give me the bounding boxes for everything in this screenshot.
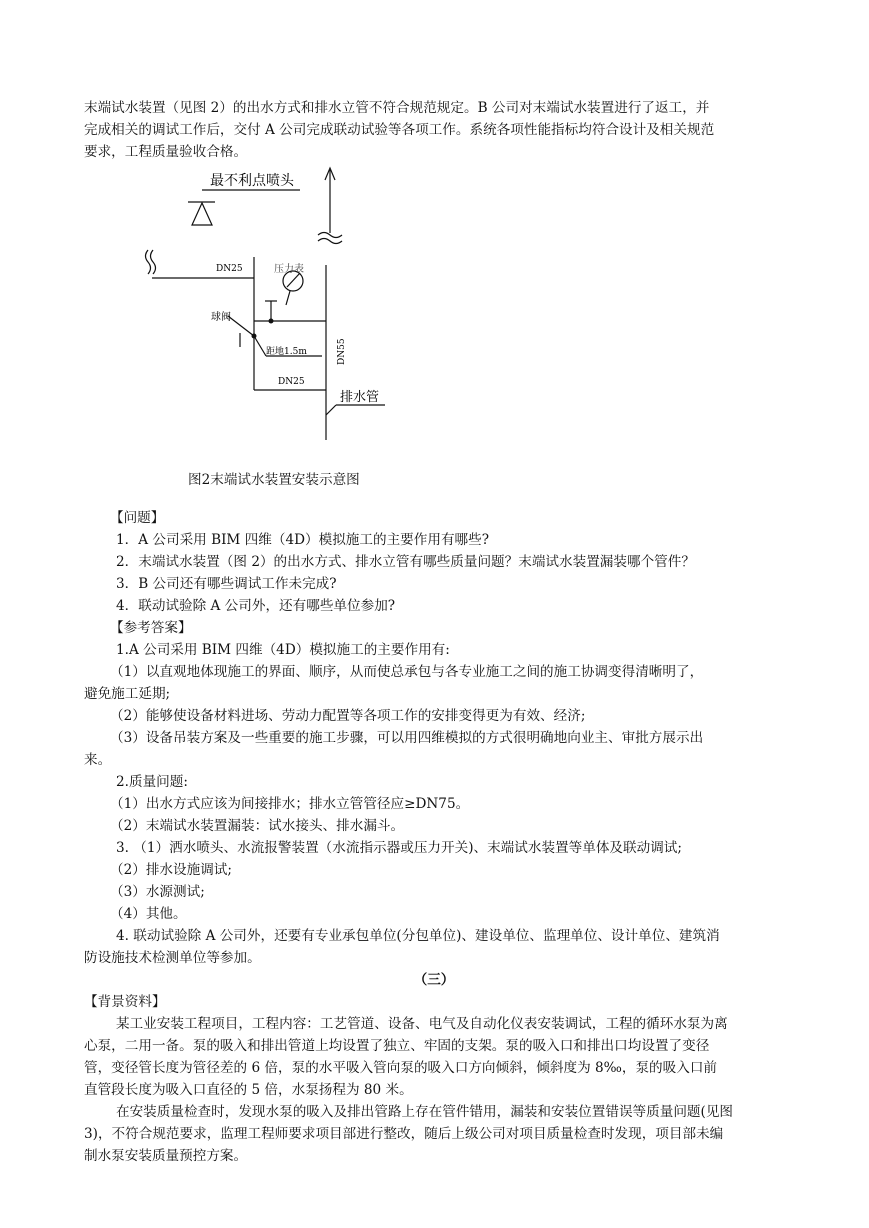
label-dn55: DN55 bbox=[337, 338, 347, 365]
label-ball-valve: 球阀 bbox=[211, 312, 231, 323]
answer-1-item-1b: 避免施工延期; bbox=[84, 686, 171, 702]
answer-1-item-3a: （3）设备吊装方案及一些重要的施工步骤，可以用四维模拟的方式很明确地向业主、审批方展示出 bbox=[110, 730, 704, 746]
figure-2-diagram bbox=[0, 165, 869, 465]
left-break-mark-2 bbox=[151, 250, 156, 274]
nozzle-triangle bbox=[192, 203, 212, 225]
answer-1-item-1a: （1）以直观地体现施工的界面、顺序，从而使总承包与各专业施工之间的施工协调变得清晰明了， bbox=[110, 664, 704, 680]
background-para-1a: 某工业安装工程项目，工程内容：工艺管道、设备、电气及自动化仪表安装调试，工程的循环水泵为离 bbox=[116, 1016, 728, 1032]
question-2: 2．末端试水装置（图 2）的出水方式、排水立管有哪些质量问题？末端试水装置漏装哪个管件？ bbox=[116, 554, 695, 570]
questions-header: 【问题】 bbox=[110, 510, 165, 526]
figure-caption: 图2末端试水装置安装示意图 bbox=[188, 472, 360, 488]
label-dn25-top: DN25 bbox=[216, 264, 243, 274]
left-break-mark bbox=[146, 250, 151, 274]
gauge-needle bbox=[287, 273, 300, 287]
height-leader bbox=[254, 336, 266, 356]
label-height: 距地1.5m bbox=[266, 347, 307, 357]
answer-1-item-2: （2）能够使设备材料进场、劳动力配置等各项工作的安排变得更为有效、经济; bbox=[110, 708, 586, 724]
background-header: 【背景资料】 bbox=[84, 994, 166, 1010]
background-para-2a: 在安装质量检查时，发现水泵的吸入及排出管路上存在管件错用，漏装和安装位置错误等质量问题(见图 bbox=[116, 1104, 734, 1120]
intro-line-1: 末端试水装置（见图 2）的出水方式和排水立管不符合规范规定。B 公司对末端试水装置进行了返工，并 bbox=[84, 100, 710, 116]
valve-dot bbox=[269, 319, 274, 324]
question-1: 1．A 公司采用 BIM 四维（4D）模拟施工的主要作用有哪些? bbox=[116, 532, 490, 548]
answer-3-item-2: （2）排水设施调试; bbox=[110, 862, 232, 878]
section-title: （三） bbox=[413, 972, 455, 988]
background-para-2c: 制水泵安装质量预控方案。 bbox=[84, 1148, 248, 1164]
question-4: 4．联动试验除 A 公司外，还有哪些单位参加? bbox=[116, 598, 396, 614]
ball-valve-leader bbox=[228, 316, 254, 336]
answer-2-item-2: （2）末端试水装置漏装：试水接头、排水漏斗。 bbox=[110, 818, 405, 834]
ball-valve-dot bbox=[252, 334, 257, 339]
answer-3-item-4: （4）其他。 bbox=[110, 906, 187, 922]
label-dn25-bottom: DN25 bbox=[278, 377, 305, 387]
gauge-stem bbox=[286, 291, 290, 305]
break-mark-1 bbox=[318, 233, 342, 238]
answer-1-item-3b: 来。 bbox=[84, 752, 112, 768]
label-drain-pipe: 排水管 bbox=[340, 390, 380, 405]
background-para-1c: 管，变径管长度为管径差的 6 倍，泵的水平吸入管向泵的吸入口方向倾斜，倾斜度为 8‰，泵的吸入口前 bbox=[84, 1060, 718, 1076]
answer-4-line-1: 4. 联动试验除 A 公司外，还要有专业承包单位(分包单位)、建设单位、监理单位、设计单位、建筑消 bbox=[116, 928, 720, 944]
break-mark-2 bbox=[318, 239, 342, 244]
answer-2-title: 2.质量问题: bbox=[116, 774, 188, 790]
label-nozzle: 最不利点喷头 bbox=[210, 173, 294, 189]
background-para-2b: 3)，不符合规范要求，监理工程师要求项目部进行整改，随后上级公司对项目质量检查时发现，项目部未编 bbox=[84, 1126, 724, 1142]
answer-4-line-2: 防设施技术检测单位等参加。 bbox=[84, 950, 261, 966]
background-para-1b: 心泵，二用一备。泵的吸入和排出管道上均设置了独立、牢固的支架。泵的吸入口和排出口均设置了变径 bbox=[84, 1038, 710, 1054]
answer-2-item-1: （1）出水方式应该为间接排水；排水立管管径应≥DN75。 bbox=[110, 796, 470, 812]
answer-3-item-1: 3. （1）洒水喷头、水流报警装置（水流指示器或压力开关)、末端试水装置等单体及联动调试; bbox=[116, 840, 682, 856]
answer-3-item-3: （3）水源测试; bbox=[110, 884, 205, 900]
answers-header: 【参考答案】 bbox=[110, 620, 192, 636]
label-pressure-gauge: 压力表 bbox=[274, 264, 304, 275]
answer-1-title: 1.A 公司采用 BIM 四维（4D）模拟施工的主要作用有: bbox=[116, 642, 450, 658]
drain-leader bbox=[326, 405, 336, 415]
intro-line-3: 要求，工程质量验收合格。 bbox=[84, 144, 248, 160]
question-3: 3．B 公司还有哪些调试工作未完成? bbox=[116, 576, 337, 592]
background-para-1d: 直管段长度为吸入口直径的 5 倍，水泵扬程为 80 米。 bbox=[84, 1082, 413, 1098]
intro-line-2: 完成相关的调试工作后，交付 A 公司完成联动试验等各项工作。系统各项性能指标均符合设计及相关规范 bbox=[84, 122, 715, 138]
